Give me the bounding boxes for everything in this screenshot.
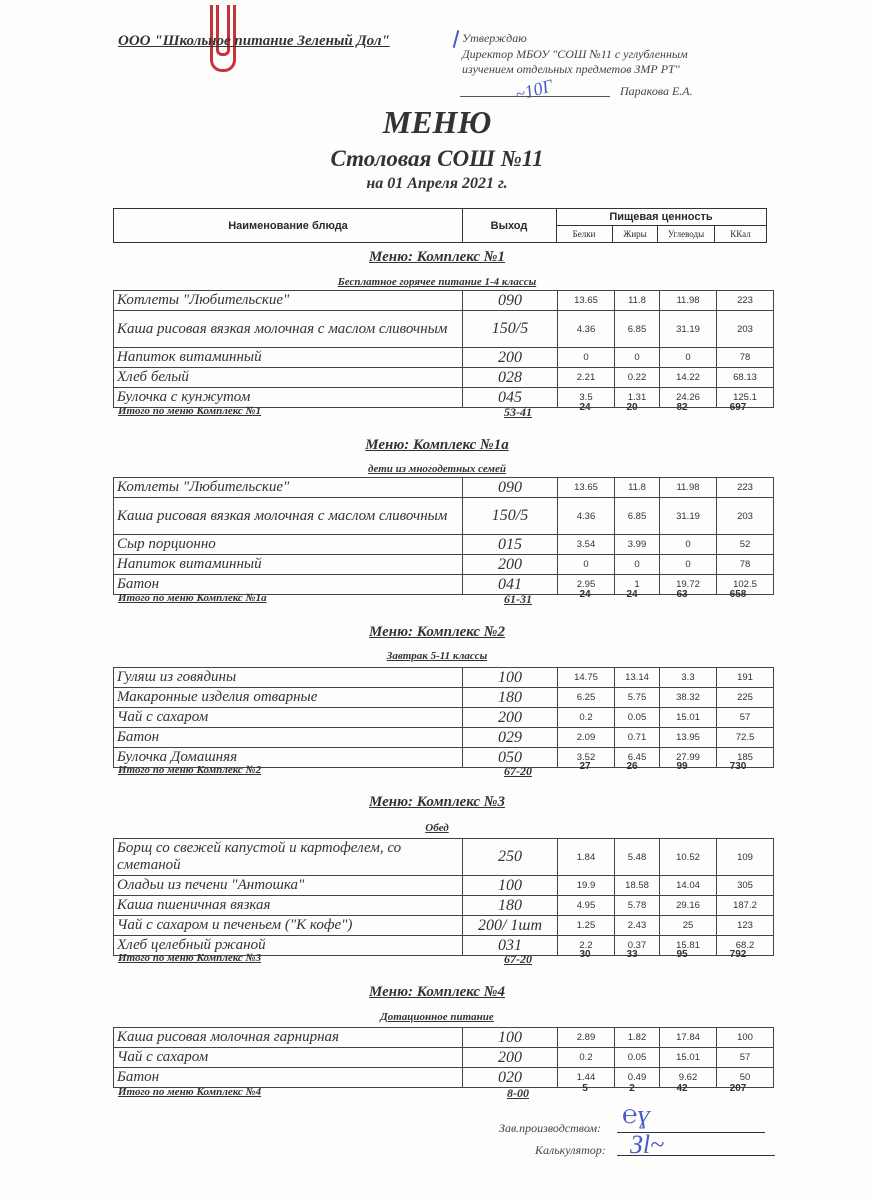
dish-kcal: 68.13 — [717, 368, 774, 388]
dish-output: 100 — [463, 668, 558, 688]
dish-fat: 5.48 — [615, 839, 660, 876]
dish-name: Гуляш из говядины — [114, 668, 463, 688]
total-fat: 26 — [626, 761, 638, 772]
total-kcal: 658 — [729, 589, 747, 600]
dish-output: 250 — [463, 839, 558, 876]
section-title: Меню: Комплекс №1а — [365, 437, 509, 453]
dish-carbs: 31.19 — [660, 311, 717, 348]
total-kcal: 730 — [729, 761, 747, 772]
dish-fat: 0.37 — [615, 936, 660, 956]
dish-protein: 0 — [558, 555, 615, 575]
dish-fat: 0.05 — [615, 1048, 660, 1068]
dish-carbs: 0 — [660, 535, 717, 555]
dish-carbs: 9.62 — [660, 1068, 717, 1088]
total-carbs: 95 — [676, 949, 688, 960]
section-subtitle: Дотационное питание — [380, 1011, 494, 1023]
dish-name: Булочка Домашняя — [114, 748, 463, 768]
table-row — [114, 1028, 774, 1048]
dish-name: Батон — [114, 575, 463, 595]
dish-fat: 1.31 — [615, 388, 660, 408]
dish-carbs: 13.95 — [660, 728, 717, 748]
section-title: Меню: Комплекс №2 — [369, 624, 505, 640]
dish-fat: 6.85 — [615, 311, 660, 348]
total-fat: 20 — [626, 402, 638, 413]
dish-protein: 2.21 — [558, 368, 615, 388]
menu-date: на 01 Апреля 2021 г. — [366, 175, 508, 192]
dish-fat: 0 — [615, 555, 660, 575]
dish-name: Хлеб белый — [114, 368, 463, 388]
dish-kcal: 100 — [717, 1028, 774, 1048]
dish-protein: 13.65 — [558, 478, 615, 498]
dish-protein: 3.5 — [558, 388, 615, 408]
dish-kcal: 203 — [717, 311, 774, 348]
dish-protein: 4.36 — [558, 498, 615, 535]
dish-kcal: 52 — [717, 535, 774, 555]
col-output: Выход — [462, 209, 557, 242]
dish-carbs: 10.52 — [660, 839, 717, 876]
dish-protein: 6.25 — [558, 688, 615, 708]
dish-protein: 0 — [558, 348, 615, 368]
dish-fat: 3.99 — [615, 535, 660, 555]
dish-carbs: 17.84 — [660, 1028, 717, 1048]
table-row — [114, 535, 774, 555]
approval-line-1: Утверждаю — [462, 31, 527, 45]
dish-fat: 6.45 — [615, 748, 660, 768]
total-carbs: 82 — [676, 402, 688, 413]
dish-protein: 0.2 — [558, 1048, 615, 1068]
dish-carbs: 15.81 — [660, 936, 717, 956]
dish-name: Каша рисовая вязкая молочная с маслом сливочным — [114, 311, 463, 348]
dish-kcal: 191 — [717, 668, 774, 688]
section-subtitle: Бесплатное горячее питание 1-4 классы — [337, 276, 537, 288]
dish-name: Котлеты "Любительские" — [114, 478, 463, 498]
dish-output: 090 — [463, 478, 558, 498]
total-row — [118, 1083, 768, 1100]
production-head-signature-icon: ℮ɣ — [622, 1100, 650, 1129]
dish-fat: 0.22 — [615, 368, 660, 388]
dish-output: 100 — [463, 1028, 558, 1048]
section-subtitle: Завтрак 5-11 классы — [386, 650, 488, 662]
dish-name: Чай с сахаром — [114, 1048, 463, 1068]
dish-name: Хлеб целебный ржаной — [114, 936, 463, 956]
dish-carbs: 19.72 — [660, 575, 717, 595]
dish-carbs: 0 — [660, 348, 717, 368]
dish-name: Батон — [114, 1068, 463, 1088]
dish-protein: 3.52 — [558, 748, 615, 768]
dish-protein: 0.2 — [558, 708, 615, 728]
dish-protein: 2.95 — [558, 575, 615, 595]
page-title: МЕНЮ — [382, 104, 492, 140]
dish-carbs: 11.98 — [660, 478, 717, 498]
dish-name: Чай с сахаром и печеньем ("К кофе") — [114, 916, 463, 936]
col-carbs: Углеводы — [658, 225, 715, 242]
dish-kcal: 57 — [717, 708, 774, 728]
dish-name: Напиток витаминный — [114, 555, 463, 575]
dish-protein: 3.54 — [558, 535, 615, 555]
page-subtitle: Столовая СОШ №11 — [330, 146, 544, 171]
dish-kcal: 78 — [717, 348, 774, 368]
approval-signature-line — [460, 96, 610, 97]
dish-name: Чай с сахаром — [114, 708, 463, 728]
dish-carbs: 15.01 — [660, 708, 717, 728]
dish-output: 045 — [463, 388, 558, 408]
dish-name: Каша рисовая вязкая молочная с маслом сливочным — [114, 498, 463, 535]
table-row — [114, 916, 774, 936]
pen-mark-icon — [453, 30, 460, 48]
dish-fat: 2.43 — [615, 916, 660, 936]
table-row — [114, 555, 774, 575]
dish-fat: 5.78 — [615, 896, 660, 916]
dish-fat: 11.8 — [615, 478, 660, 498]
dish-output: 041 — [463, 575, 558, 595]
dish-fat: 0.71 — [615, 728, 660, 748]
dish-carbs: 31.19 — [660, 498, 717, 535]
dish-kcal: 223 — [717, 291, 774, 311]
total-carbs: 63 — [676, 589, 688, 600]
table-row — [114, 839, 774, 876]
total-row — [118, 589, 768, 606]
total-kcal: 697 — [729, 402, 747, 413]
menu-table — [113, 667, 774, 768]
dish-protein: 1.44 — [558, 1068, 615, 1088]
total-fat: 33 — [626, 949, 638, 960]
dish-kcal: 125.1 — [717, 388, 774, 408]
dish-kcal: 109 — [717, 839, 774, 876]
dish-protein: 4.36 — [558, 311, 615, 348]
dish-output: 090 — [463, 291, 558, 311]
dish-carbs: 29.16 — [660, 896, 717, 916]
col-fat: Жиры — [613, 225, 658, 242]
table-row — [114, 708, 774, 728]
dish-kcal: 72.5 — [717, 728, 774, 748]
dish-kcal: 78 — [717, 555, 774, 575]
total-protein: 5 — [582, 1083, 588, 1094]
dish-kcal: 187.2 — [717, 896, 774, 916]
dish-protein: 19.9 — [558, 876, 615, 896]
total-price: 8-00 — [507, 1086, 529, 1100]
total-price: 61-31 — [504, 592, 532, 606]
dish-output: 028 — [463, 368, 558, 388]
dish-output: 180 — [463, 896, 558, 916]
menu-table — [113, 477, 774, 595]
dish-fat: 11.8 — [615, 291, 660, 311]
total-price: 67-20 — [504, 764, 532, 778]
col-protein: Белки — [556, 225, 613, 242]
dish-carbs: 14.04 — [660, 876, 717, 896]
col-kcal: ККал — [730, 228, 751, 239]
dish-kcal: 50 — [717, 1068, 774, 1088]
table-row — [114, 876, 774, 896]
table-row — [114, 368, 774, 388]
total-label: Итого по меню Комплекс №3 — [118, 952, 262, 964]
dish-protein: 2.09 — [558, 728, 615, 748]
dish-name: Напиток витаминный — [114, 348, 463, 368]
total-protein: 27 — [579, 761, 591, 772]
dish-kcal: 185 — [717, 748, 774, 768]
dish-fat: 0.05 — [615, 708, 660, 728]
dish-kcal: 305 — [717, 876, 774, 896]
dish-carbs: 15.01 — [660, 1048, 717, 1068]
table-row — [114, 291, 774, 311]
dish-kcal: 203 — [717, 498, 774, 535]
dish-kcal: 102.5 — [717, 575, 774, 595]
dish-kcal: 68.2 — [717, 936, 774, 956]
section-subtitle: дети из многодетных семей — [368, 463, 506, 475]
dish-output: 029 — [463, 728, 558, 748]
menu-table — [113, 838, 774, 956]
dish-name: Котлеты "Любительские" — [114, 291, 463, 311]
total-row — [118, 949, 768, 966]
dish-protein: 4.95 — [558, 896, 615, 916]
dish-output: 050 — [463, 748, 558, 768]
dish-name: Борщ со свежей капустой и картофелем, со сметаной — [114, 839, 463, 876]
dish-output: 200 — [463, 1048, 558, 1068]
dish-name: Каша пшеничная вязкая — [114, 896, 463, 916]
dish-kcal: 123 — [717, 916, 774, 936]
column-header — [113, 208, 767, 243]
dish-carbs: 24.26 — [660, 388, 717, 408]
table-row — [114, 311, 774, 348]
table-row — [114, 668, 774, 688]
table-row — [114, 896, 774, 916]
table-row — [114, 728, 774, 748]
dish-name: Булочка с кунжутом — [114, 388, 463, 408]
section-subtitle: Обед — [425, 822, 449, 834]
dish-kcal: 225 — [717, 688, 774, 708]
dish-fat: 13.14 — [615, 668, 660, 688]
dish-kcal: 57 — [717, 1048, 774, 1068]
dish-name: Батон — [114, 728, 463, 748]
dish-carbs: 11.98 — [660, 291, 717, 311]
dish-output: 200 — [463, 348, 558, 368]
dish-fat: 1.82 — [615, 1028, 660, 1048]
dish-output: 200 — [463, 708, 558, 728]
dish-fat: 1 — [615, 575, 660, 595]
dish-protein: 2.2 — [558, 936, 615, 956]
calculator-label: Калькулятор: — [535, 1143, 606, 1157]
dish-fat: 5.75 — [615, 688, 660, 708]
dish-output: 200 — [463, 555, 558, 575]
total-carbs: 99 — [676, 761, 688, 772]
dish-output: 200/ 1шт — [463, 916, 558, 936]
table-row — [114, 688, 774, 708]
dish-name: Каша рисовая молочная гарнирная — [114, 1028, 463, 1048]
dish-name: Оладьи из печени "Антошка" — [114, 876, 463, 896]
total-price: 67-20 — [504, 952, 532, 966]
dish-protein: 2.89 — [558, 1028, 615, 1048]
table-row — [114, 1048, 774, 1068]
section-title: Меню: Комплекс №4 — [369, 984, 505, 1000]
total-protein: 30 — [579, 949, 591, 960]
dish-carbs: 27.99 — [660, 748, 717, 768]
approval-line-3: изучением отдельных предметов ЗМР РТ" — [462, 62, 680, 76]
table-row — [114, 348, 774, 368]
menu-table — [113, 290, 774, 408]
approval-line-2: Директор МБОУ "СОШ №11 с углубленным — [462, 46, 688, 61]
dish-carbs: 25 — [660, 916, 717, 936]
total-label: Итого по меню Комплекс №4 — [118, 1086, 262, 1098]
calculator-signature-icon: Зl~ — [630, 1130, 665, 1159]
total-carbs: 42 — [676, 1083, 688, 1094]
dish-protein: 14.75 — [558, 668, 615, 688]
dish-carbs: 0 — [660, 555, 717, 575]
total-kcal: 792 — [729, 949, 747, 960]
dish-fat: 18.58 — [615, 876, 660, 896]
total-price: 53-41 — [504, 405, 532, 419]
dish-protein: 1.25 — [558, 916, 615, 936]
dish-name: Сыр порционно — [114, 535, 463, 555]
total-row — [118, 402, 768, 419]
dish-name: Макаронные изделия отварные — [114, 688, 463, 708]
dish-output: 015 — [463, 535, 558, 555]
total-kcal: 207 — [729, 1083, 747, 1094]
organization-name: ООО "Школьное питание Зеленый Дол" — [118, 33, 390, 49]
dish-protein: 13.65 — [558, 291, 615, 311]
dish-output: 100 — [463, 876, 558, 896]
dish-output: 031 — [463, 936, 558, 956]
total-label: Итого по меню Комплекс №1а — [118, 592, 267, 604]
total-fat: 2 — [629, 1083, 635, 1094]
total-protein: 24 — [579, 589, 591, 600]
dish-fat: 6.85 — [615, 498, 660, 535]
dish-carbs: 38.32 — [660, 688, 717, 708]
table-row — [114, 498, 774, 535]
col-nutrition: Пищевая ценность — [556, 209, 766, 226]
dish-fat: 0.49 — [615, 1068, 660, 1088]
dish-output: 150/5 — [463, 498, 558, 535]
dish-carbs: 14.22 — [660, 368, 717, 388]
dish-kcal: 223 — [717, 478, 774, 498]
col-dish-name: Наименование блюда — [114, 209, 463, 242]
director-signature-icon: ~10Г — [512, 75, 555, 105]
menu-table — [113, 1027, 774, 1088]
dish-carbs: 3.3 — [660, 668, 717, 688]
table-row — [114, 478, 774, 498]
dish-output: 150/5 — [463, 311, 558, 348]
dish-output: 020 — [463, 1068, 558, 1088]
total-row — [118, 761, 768, 778]
section-title: Меню: Комплекс №3 — [369, 794, 505, 810]
total-label: Итого по меню Комплекс №2 — [118, 764, 262, 776]
dish-protein: 1.84 — [558, 839, 615, 876]
section-title: Меню: Комплекс №1 — [369, 249, 505, 265]
approval-signatory: Паракова Е.А. — [620, 84, 693, 98]
production-head-label: Зав.производством: — [499, 1121, 602, 1135]
approval-block — [462, 31, 688, 78]
total-fat: 24 — [626, 589, 638, 600]
dish-fat: 0 — [615, 348, 660, 368]
dish-output: 180 — [463, 688, 558, 708]
total-protein: 24 — [579, 402, 591, 413]
total-label: Итого по меню Комплекс №1 — [118, 405, 262, 417]
